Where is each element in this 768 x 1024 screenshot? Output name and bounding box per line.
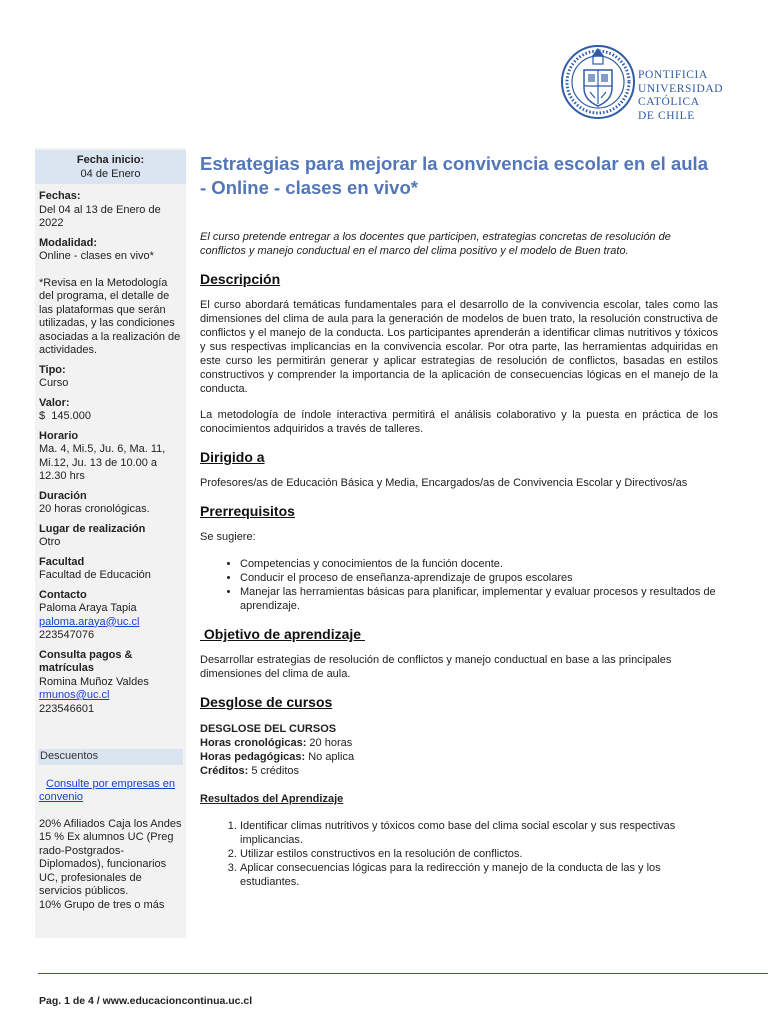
logo-line-4: DE CHILE <box>638 109 695 122</box>
type-label: Tipo: <box>39 363 66 376</box>
duration-label: Duración <box>39 489 87 502</box>
course-info-sidebar <box>35 148 186 938</box>
breakdown-title: DESGLOSE DEL CURSOS <box>200 723 337 735</box>
course-content <box>200 148 718 889</box>
price-label: Valor: <box>39 396 70 409</box>
logo-line-2: UNIVERSIDAD <box>638 82 724 95</box>
logo-line-1: PONTIFICIA <box>638 69 708 81</box>
modality-section <box>35 237 186 358</box>
list-item: • Manejar las herramientas básicas para planificar, implementar y evaluar procesos y resultados de aprendizaje. <box>240 585 718 613</box>
modality-value: Online - clases en vivo* <box>39 250 154 262</box>
modality-label: Modalidad: <box>39 236 98 249</box>
duration-value: 20 horas cronológicas. <box>39 503 150 515</box>
credits-label: Créditos: <box>200 765 249 777</box>
payments-phone: 223546601 <box>39 702 95 715</box>
location-value: Otro <box>39 536 61 548</box>
contact-name: Paloma Araya Tapia <box>39 602 137 614</box>
course-intro: El curso pretende entregar a los docentes que participen, estrategias concretas de resolución de conflictos y manejo conductual en el marco del clima positivo y el modelo de Buen trato. <box>200 231 671 257</box>
list-item: 3. Aplicar consecuencias lógicas para la redirección y manejo de la conducta de las y los estudiantes. <box>240 861 718 889</box>
prerequisites-heading: Prerrequisitos <box>200 503 295 519</box>
type-section <box>35 364 186 391</box>
pedagogical-hours <box>200 750 718 764</box>
university-seal-icon <box>560 36 636 128</box>
location-section <box>35 523 186 550</box>
payments-name: Romina Muñoz Valdes <box>39 675 149 688</box>
list-item: • Conducir el proceso de enseñanza-aprendizaje de grupos escolares <box>240 571 718 585</box>
breakdown-heading: Desglose de cursos <box>200 694 333 710</box>
description-heading: Descripción <box>200 271 281 287</box>
contact-phone: 223547076 <box>39 629 95 641</box>
location-label: Lugar de realización <box>39 522 146 535</box>
description-paragraph-1: El curso abordará temáticas fundamentales para el desarrollo de la convivencia escolar, tales como las dimensiones del clima de aula para la generación de modelos de buen trato, la resolución constructiva de conflictos y el manejo de la conducta. Los participantes aprenderán a identificar climas nutritivos y tóxicos y sus respectivas implicancias en la convivencia escolar. Por otra parte, las herramientas adquiridas en este curso les permitirán generar y aplicar estrategias de resolución de conflictos, basadas en estilos constructivos y comprender la importancia de la aplicación de consecuencias lógicas en el manejo de la conducta. <box>200 299 718 395</box>
price-section <box>35 397 186 424</box>
start-date-box <box>35 150 186 184</box>
learning-outcomes-list <box>200 819 718 889</box>
university-logo <box>560 36 725 128</box>
objective-text: Desarrollar estrategias de resolución de conflictos y manejo conductual en base a las principales dimensiones del clima de aula. <box>200 654 672 680</box>
start-date-label: Fecha inicio: <box>76 154 145 166</box>
objective-heading: Objetivo de aprendizaje <box>200 626 365 642</box>
payments-label: Consulta pagos & matrículas <box>39 648 133 674</box>
type-value: Curso <box>39 377 69 389</box>
payments-email-link[interactable]: rmunos@uc.cl <box>39 689 110 701</box>
list-item: 2. Utilizar estilos constructivos en la resolución de conflictos. <box>240 847 718 861</box>
faculty-label: Facultad <box>39 555 85 568</box>
contact-email-link[interactable]: paloma.araya@uc.cl <box>39 615 140 628</box>
list-item: 1. Identificar climas nutritivos y tóxicos como base del clima social escolar y sus respectivas implicancias. <box>240 819 718 847</box>
discounts-heading: Descuentos <box>38 749 183 765</box>
chronological-hours <box>200 736 718 750</box>
pedagogical-hours-label: Horas pedagógicas: <box>200 751 306 763</box>
schedule-section <box>35 430 186 484</box>
chronological-hours-value: 20 horas <box>306 737 353 749</box>
schedule-value: Ma. 4, Mi.5, Ju. 6, Ma. 11, Mi.12, Ju. 13 de 10.00 a 12.30 hrs <box>39 443 166 482</box>
contact-label: Contacto <box>39 588 87 601</box>
list-item: • Competencias y conocimientos de la función docente. <box>240 557 718 571</box>
discounts-section <box>35 778 186 913</box>
price-value: $ 145.000 <box>39 410 91 422</box>
contact-section <box>35 589 186 643</box>
duration-section <box>35 490 186 517</box>
faculty-value: Facultad de Educación <box>39 569 151 581</box>
discounts-text: 20% Afiliados Caja los Andes 15 % Ex alumnos UC (Preg rado-Postgrados-Diplomados), funcionarios UC, profesionales de servicios públicos. 10% Grupo de tres o más <box>39 817 182 911</box>
faculty-section <box>35 556 186 583</box>
prerequisites-list <box>200 557 718 613</box>
chronological-hours-label: Horas cronológicas: <box>200 737 307 749</box>
learning-outcomes-heading: Resultados del Aprendizaje <box>200 793 344 805</box>
dates-value: Del 04 al 13 de Enero de 2022 <box>39 203 161 229</box>
prerequisites-intro: Se sugiere: <box>200 531 256 543</box>
start-date-value: 04 de Enero <box>80 167 141 180</box>
course-title: Estrategias para mejorar la convivencia escolar en el aula - Online - clases en vivo* <box>200 153 708 198</box>
university-name <box>638 69 723 123</box>
credits-value: 5 créditos <box>248 765 300 777</box>
audience-heading: Dirigido a <box>200 449 265 465</box>
credits <box>200 764 718 778</box>
payments-section <box>35 649 186 717</box>
page-footer: Pag. 1 de 4 / www.educacioncontinua.uc.cl <box>39 995 253 1007</box>
footer-divider <box>38 973 768 974</box>
description-paragraph-2: La metodología de índole interactiva permitirá el análisis colaborativo y la puesta en práctica de los conocimientos adquiridos a través de talleres. <box>200 409 718 435</box>
dates-section <box>35 190 186 231</box>
dates-label: Fechas: <box>39 190 81 202</box>
pedagogical-hours-value: No aplica <box>305 751 355 763</box>
logo-line-3: CATÓLICA <box>638 96 700 108</box>
modality-note: *Revisa en la Metodología del programa, el detalle de las plataformas que serán utilizadas, y las condiciones asociadas a la realización de actividades. <box>39 276 181 356</box>
partner-companies-link[interactable]: Consulte por empresas en convenio <box>39 777 176 803</box>
audience-text: Profesores/as de Educación Básica y Media, Encargados/as de Convivencia Escolar y Directivos/as <box>200 477 688 489</box>
schedule-label: Horario <box>39 429 79 442</box>
